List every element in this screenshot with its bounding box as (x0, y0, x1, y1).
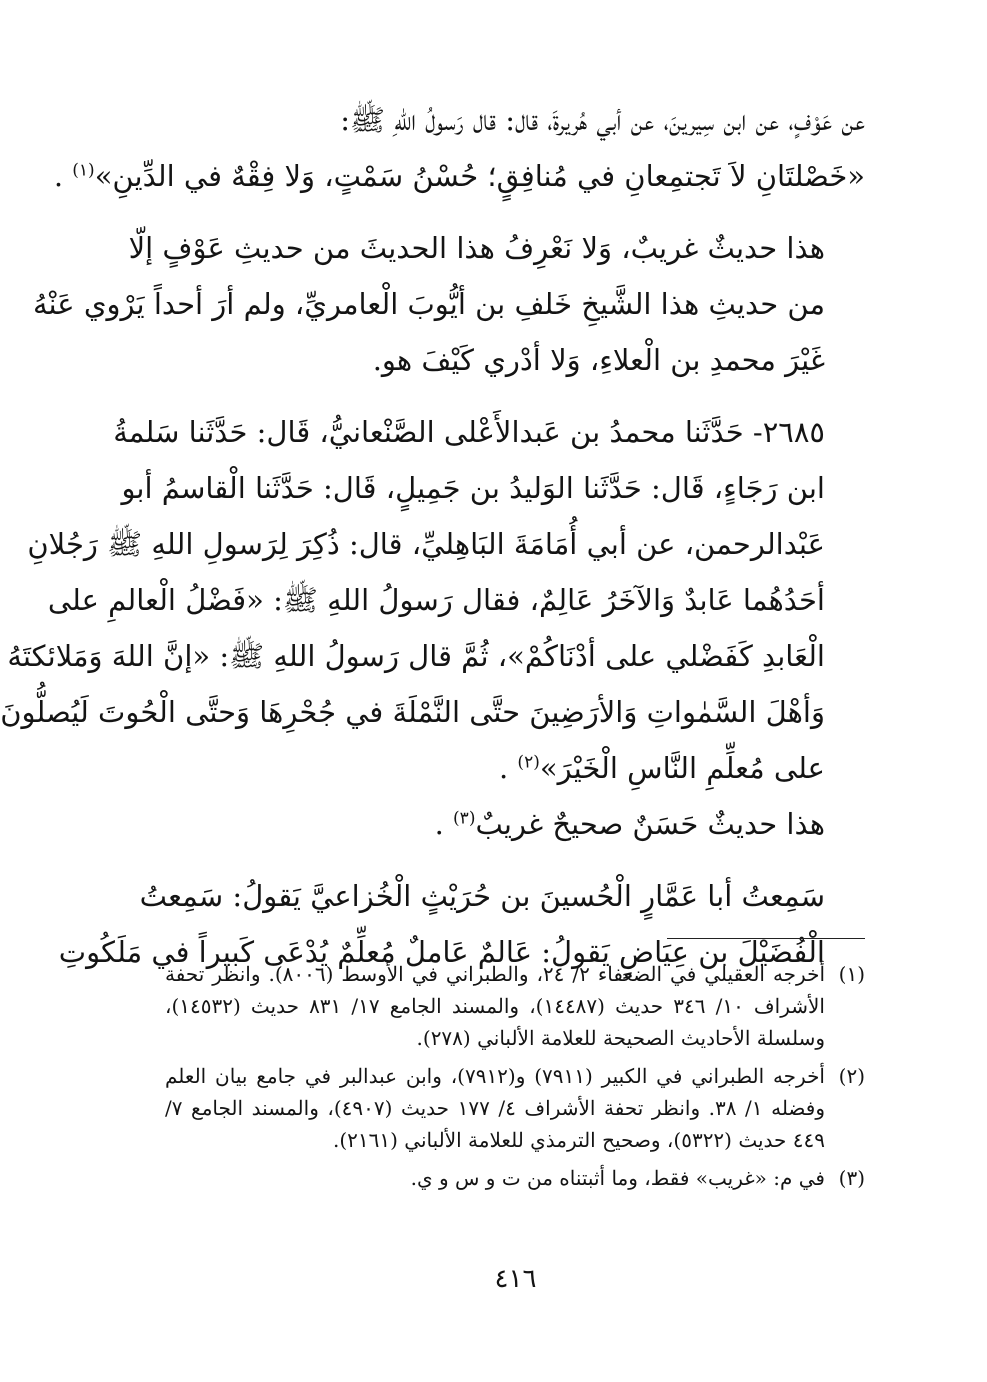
text-line: غَيْرَ محمدِ بن الْعلاءِ، وَلا أدْري كَيْفَ هو. (372, 343, 825, 377)
text-line: هذا حديثٌ غريبٌ، وَلا نَعْرِفُ هذا الحديثَ من حديثِ عَوْفٍ إلّا (128, 231, 825, 265)
footnote-ref-3: (٣) (453, 808, 476, 829)
footnote-ref-2: (٢) (517, 752, 540, 773)
text-line (165, 740, 865, 796)
footnote-number: (٢) (838, 1064, 865, 1088)
paragraph-hadith-2685 (0, 404, 865, 796)
text-line (53, 148, 865, 204)
text-line-body: هذا حديثٌ حَسَنٌ صحيحٌ غريبٌ (475, 807, 825, 841)
main-text (0, 92, 865, 980)
footnote-ref-1: (١) (72, 160, 95, 181)
paragraph-commentary-2 (165, 796, 865, 852)
footnote-text: في م: «غريب» فقط، وما أثبتناه من ت و س و ي. (410, 1166, 825, 1190)
footnote-text: أخرجه الطبراني في الكبير (٧٩١١) و(٧٩١٢)، وابن عبدالبر في جامع بيان العلم وفضله ١/ ٣٨. وانظر تحفة الأشراف ٤/ ١٧٧ حديث (٤٩٠٧)، والمسند الجامع ٧/ ٤٤٩ حديث (٥٣٢٢)، وصحيح الترمذي للعلامة الألباني (٢١٦١). (165, 1064, 825, 1152)
page-number: ٤١٦ (494, 1264, 537, 1294)
footnote-number: (١) (838, 962, 865, 986)
text-line: عَبْدالرحمن، عن أبي أُمَامَةَ البَاهِليِّ، قال: ذُكِرَ لِرَسولِ اللهِ ﷺ رَجُلانِ (27, 527, 825, 561)
text-line: سَمِعتُ أبا عَمَّارٍ الْحُسينَ بن حُرَيْثٍ الْخُزاعيَّ يَقولُ: سَمِعتُ (139, 879, 825, 913)
paragraph-hadith-2684-end (53, 92, 865, 204)
paragraph-commentary-1 (33, 220, 865, 388)
text-line (165, 796, 865, 852)
footnote-2 (165, 1060, 865, 1156)
footnote-separator (667, 938, 865, 939)
text-line: عن عَوْفٍ، عن ابن سِيرينَ، عن أبي هُريرةَ، قال: قال رَسولُ اللهِ ﷺ: (340, 103, 865, 137)
footnote-number: (٣) (838, 1166, 865, 1190)
footnotes (165, 958, 865, 1200)
footnote-1 (165, 958, 865, 1054)
text-line: الْفُضَيْلَ بن عِيَاضٍ يَقولُ: عَالمٌ عَاملٌ مُعلِّمٌ يُدْعَى كَبيراً في مَلَكُوتِ (58, 935, 825, 969)
text-line: ابن رَجَاءٍ، قَال: حَدَّثَنا الوَليدُ بن جَمِيلٍ، قَال: حَدَّثَنا الْقاسمُ أبو (121, 471, 825, 505)
line-tail: . (53, 159, 73, 193)
text-line: الْعَابدِ كَفَضْلي على أدْنَاكُمْ»، ثُمَّ قال رَسولُ اللهِ ﷺ: «إنَّ اللهَ وَمَلائكتَهُ (7, 639, 825, 673)
text-line: ٢٦٨٥- حَدَّثَنا محمدُ بن عَبدالأَعْلى الصَّنْعانيُّ، قَال: حَدَّثَنا سَلمةُ (113, 415, 825, 449)
footnote-3 (165, 1162, 865, 1194)
text-line-body: على مُعلِّمِ النَّاسِ الْخَيْرَ» (539, 751, 825, 785)
text-line: أحَدُهُما عَابدٌ وَالآخَرُ عَالِمٌ، فقال رَسولُ اللهِ ﷺ: «فَضْلُ الْعالمِ على (47, 583, 825, 617)
line-tail: . (434, 807, 454, 841)
text-line: وَأهْلَ السَّمٰواتِ وَالأرَضِينَ حتَّى النَّمْلَةَ في جُحْرِهَا وَحتَّى الْحُوتَ لَيُصلُّونَ (0, 695, 825, 729)
footnote-text: أخرجه العقيلي في الضعفاء ٢/ ٢٤، والطبراني في الأوسط (٨٠٠٦). وانظر تحفة الأشراف ١٠/ ٣٤٦ حديث (١٤٤٨٧)، والمسند الجامع ١٧/ ٨٣١ حديث (١٤٥٣٢)، وسلسلة الأحاديث الصحيحة للعلامة الألباني (٢٧٨). (165, 962, 825, 1050)
text-line-body: «خَصْلتَانِ لاَ تَجتمِعانِ في مُنافِقٍ؛ حُسْنُ سَمْتٍ، وَلا فِقْهٌ في الدِّينِ» (94, 159, 865, 193)
text-line: من حديثِ هذا الشَّيخِ خَلفِ بن أيُّوبَ الْعامريِّ، ولم أرَ أحداً يَرْوي عَنْهُ (33, 287, 825, 321)
line-tail: . (498, 751, 518, 785)
